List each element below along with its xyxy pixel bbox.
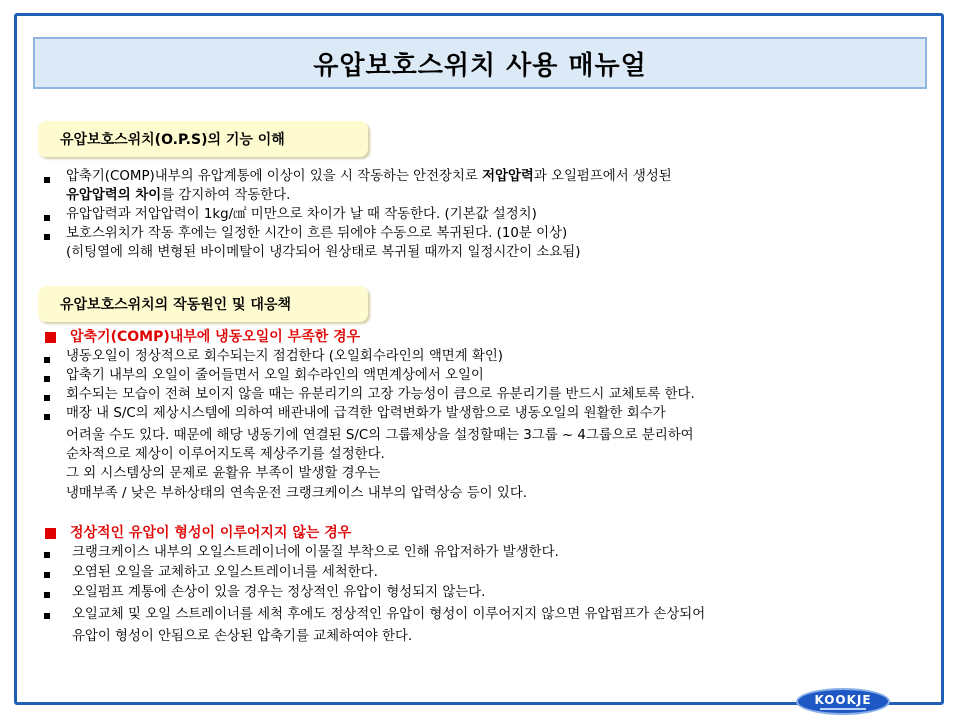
cause2-item4-line1: 오일교체 및 오일 스트레이너를 세척 후에도 정상적인 유압이 형성이 이루어지지 않으면 유압펌프가 손상되어 (72, 607, 706, 622)
cause1-item4-line2: 어려울 수도 있다. 때문에 해당 냉동기에 연결된 S/C의 그룹제상을 설정할때는 3그룹 ~ 4그룹으로 분리하여 (66, 428, 694, 443)
cause1-heading: 압축기(COMP)내부에 냉동오일이 부족한 경우 (70, 329, 361, 345)
logo-text: KOOKJE (814, 692, 872, 707)
bullet-icon (44, 376, 50, 382)
cause1-item4-line5: 냉매부족 / 낮은 부하상태의 연속운전 크랭크케이스 내부의 압력상승 등이 있다. (66, 486, 528, 501)
cause1-item3: 회수되는 모습이 전혀 보이지 않을 때는 유분리기의 고장 가능성이 큼으로 유분리기를 반드시 교체토록 한다. (66, 387, 695, 402)
section1-item1-line2: 유압압력의 차이를 감지하여 작동한다. (66, 188, 291, 203)
bullet-icon (44, 613, 50, 619)
section1-item2: 유압압력과 저압압력이 1kg/㎠ 미만으로 차이가 날 때 작동한다. (기본값 설정치) (66, 207, 537, 222)
section1-item1-line1: 압축기(COMP)내부의 유압계통에 이상이 있을 시 작동하는 안전장치로 저압압력과 오일펌프에서 생성된 (66, 169, 672, 184)
kookje-logo (796, 688, 890, 715)
cause2-item4-line2: 유압이 형성이 안됨으로 손상된 압축기를 교체하여야 한다. (72, 629, 413, 644)
section1-item3-cont: (히팅열에 의해 변형된 바이메탈이 냉각되어 원상태로 복귀될 때까지 일정시간이 소요됨) (66, 245, 581, 260)
cause2-item3: 오일펌프 계통에 손상이 있을 경우는 정상적인 유압이 형성되지 않는다. (72, 585, 486, 600)
red-square-icon (45, 528, 56, 539)
bullet-icon (44, 357, 50, 363)
red-square-icon (45, 332, 56, 343)
cause1-item2: 압축기 내부의 오일이 줄어들면서 오일 회수라인의 액면계상에서 오일이 (66, 368, 484, 383)
cause1-item4-line3: 순차적으로 제상이 이루어지도록 제상주기를 설정한다. (66, 447, 385, 462)
cause1-item4-line4: 그 외 시스템상의 문제로 윤활유 부족이 발생할 경우는 (66, 466, 381, 481)
page-title: 유압보호스위치 사용 매뉴얼 (313, 50, 647, 81)
cause1-item4-line1: 매장 내 S/C의 제상시스템에 의하여 배관내에 급격한 압력변화가 발생함으로 냉동오일의 원활한 회수가 (66, 406, 666, 421)
bullet-icon (44, 592, 50, 598)
section1-item3: 보호스위치가 작동 후에는 일정한 시간이 흐른 뒤에야 수동으로 복귀된다. (10분 이상) (66, 226, 568, 241)
cause2-item1: 크랭크케이스 내부의 오일스트레이너에 이물질 부착으로 인해 유압저하가 발생한다. (72, 545, 559, 560)
bullet-icon (44, 572, 50, 578)
cause1-item1: 냉동오일이 정상적으로 회수되는지 점검한다 (오일회수라인의 액면계 확인) (66, 349, 503, 364)
bullet-icon (44, 552, 50, 558)
bullet-icon (44, 414, 50, 420)
cause2-item2: 오염된 오일을 교체하고 오일스트레이너를 세척한다. (72, 565, 378, 580)
section-heading-ops-function: 유압보호스위치(O.P.S)의 기능 이해 (38, 121, 368, 157)
bullet-icon (44, 395, 50, 401)
logo-underline (820, 708, 866, 710)
cause2-heading: 정상적인 유압이 형성이 이루어지지 않는 경우 (70, 525, 352, 541)
section-heading-causes: 유압보호스위치의 작동원인 및 대응책 (38, 286, 368, 322)
